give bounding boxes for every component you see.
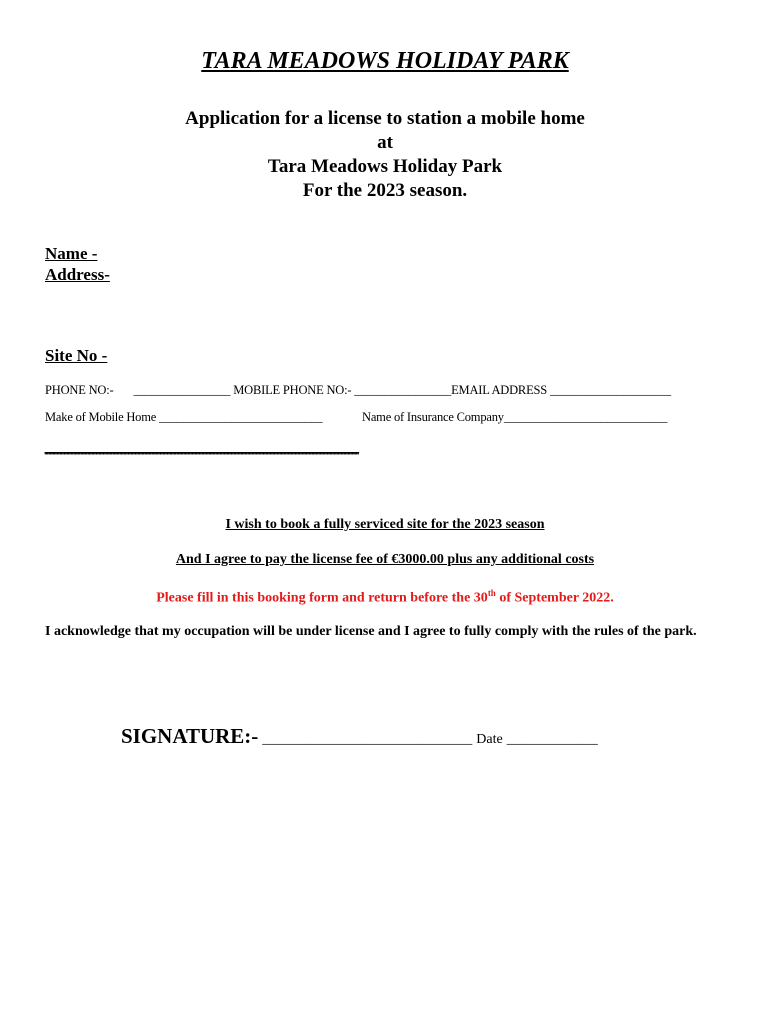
- phone-label: PHONE NO:-: [45, 383, 114, 397]
- name-label: Name -: [45, 244, 98, 263]
- date-label: Date: [476, 732, 503, 747]
- acknowledgement: I acknowledge that my occupation will be under license and I agree to fully comply with the rules of the park.: [45, 624, 697, 639]
- address-label: Address-: [45, 265, 110, 284]
- return-deadline-notice: [0, 588, 770, 607]
- fee-statement: And I agree to pay the license fee of €3000.00 plus any additional costs: [175, 552, 595, 567]
- insurance-row: [362, 410, 667, 425]
- heading-line-2: at: [377, 132, 393, 153]
- booking-statement: I wish to book a fully serviced site for the 2023 season: [225, 517, 545, 532]
- signature-label: SIGNATURE:-: [121, 724, 259, 748]
- application-heading: [0, 107, 770, 203]
- notice-text: Please fill in this booking form and return before the 30: [156, 590, 488, 606]
- signature-row: [121, 724, 598, 749]
- notice-superscript: th: [487, 588, 496, 598]
- mobile-phone-label: MOBILE PHONE NO:-: [233, 383, 352, 397]
- heading-line-4: For the 2023 season.: [302, 180, 468, 201]
- make-field[interactable]: ___________________________: [159, 410, 323, 424]
- mobile-phone-field[interactable]: ________________: [354, 383, 452, 397]
- date-field[interactable]: _____________: [506, 732, 598, 747]
- signature-field[interactable]: ______________________________: [262, 732, 473, 747]
- make-label: Make of Mobile Home: [45, 410, 157, 424]
- site-no-label: Site No -: [45, 346, 108, 365]
- park-title: TARA MEADOWS HOLIDAY PARK: [201, 48, 569, 74]
- email-label: EMAIL ADDRESS: [451, 383, 548, 397]
- phone-field[interactable]: ________________: [133, 383, 231, 397]
- heading-line-1: Application for a license to station a mobile home: [185, 108, 585, 129]
- phone-row: [45, 383, 671, 398]
- insurance-label: Name of Insurance Company: [362, 410, 504, 424]
- mobile-home-row: [45, 410, 322, 425]
- separator-line: '''''''''''''''''''''''''''''''''''''''''''''''''''''''''''''''''''''''''''''''''''''''''''''''''''''''''''''''''''''''''''''''''''''''''''''''''''''''''''''''''''''''''''''''''''''''''''''''''''''''''''''''''''''''''''''''''''''''''''''''''''''''''''''''''''''''''''''''''''''''''''''''''''''''''''''''''''''''''''''''''''''''''''''''''''''''''''''''''''''''''''''''''''''''''''''''''''''''''''''''''''''''''''''''''''''''''''''''''''''''''''''''''''''''''''''''''''''''''''''''''''''''''''''''''''''''''''''''''''''''''''''''''''''''''''': [44, 450, 359, 462]
- heading-line-3: Tara Meadows Holiday Park: [267, 156, 503, 177]
- insurance-field[interactable]: ___________________________: [503, 410, 668, 424]
- notice-text-end: of September 2022.: [495, 590, 614, 606]
- email-field[interactable]: ____________________: [549, 383, 671, 397]
